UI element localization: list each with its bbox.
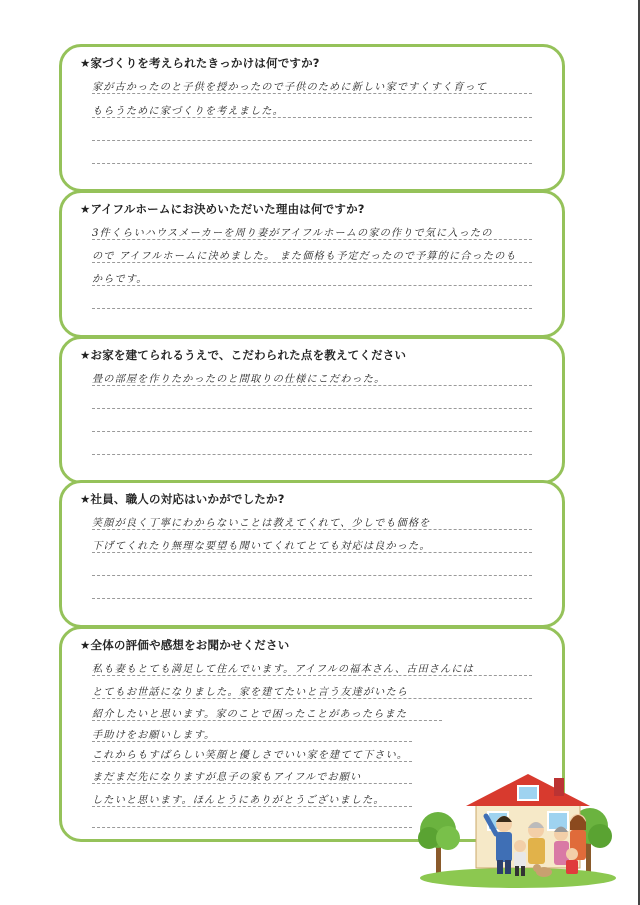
writing-line [92,454,532,455]
writing-line [92,675,532,676]
question-1-heading: ★家づくりを考えられたきっかけは何ですか? [80,56,320,70]
writing-line [92,239,532,240]
writing-line [92,827,412,828]
writing-line [92,575,532,576]
answer-5-line-1: 私も妻もとても満足して住んでいます。アイフルの福本さん、古田さんには [92,664,474,675]
house-family-illustration [418,772,618,890]
question-3-heading: ★お家を建てられるうえで、こだわられた点を教えてください [80,348,407,362]
answer-1-line-1: 家が古かったのと子供を授かったので子供のために新しい家ですくすく育って [92,82,488,93]
question-2-heading: ★アイフルホームにお決めいただいた理由は何ですか? [80,202,365,216]
answer-2-line-3: からです。 [92,274,148,285]
question-card-1 [59,44,565,192]
question-5-heading: ★全体の評価や感想をお聞かせください [80,638,290,652]
writing-line [92,385,532,386]
answer-2-line-1: 3件くらいハウスメーカーを周り妻がアイフルホームの家の作りで気に入ったの [92,228,493,239]
answer-3-line-1: 畳の部屋を作りたかったのと間取りの仕様にこだわった。 [92,374,386,385]
writing-line [92,93,532,94]
answer-1-line-2: もらうために家づくりを考えました。 [92,106,284,117]
writing-line [92,720,442,721]
answer-5-line-6: まだまだ先になりますが息子の家もアイフルでお願い [92,772,362,783]
writing-line [92,761,412,762]
answer-4-line-1: 笑顔が良く丁寧にわからないことは教えてくれて、少しでも価格を [92,518,431,529]
writing-line [92,806,412,807]
writing-line [92,140,532,141]
writing-line [92,783,412,784]
answer-5-line-2: とてもお世話になりました。家を建てたいと言う友達がいたら [92,687,409,698]
writing-line [92,262,532,263]
answer-5-line-3: 紹介したいと思います。家のことで困ったことがあったらまた [92,709,408,720]
question-card-3 [59,336,565,484]
answer-4-line-2: 下げてくれたり無理な要望も聞いてくれてとても対応は良かった。 [92,541,431,552]
question-card-2 [59,190,565,338]
answer-5-line-4: 手助けをお願いします。 [92,730,216,741]
writing-line [92,408,532,409]
answer-2-line-2: ので アイフルホームに決めました。 また価格も予定だったので予算的に合ったのも [92,251,517,262]
writing-line [92,431,532,432]
writing-line [92,285,532,286]
writing-line [92,698,532,699]
writing-line [92,308,532,309]
writing-line [92,529,532,530]
writing-line [92,741,412,742]
answer-5-line-7: したいと思います。ほんとうにありがとうございました。 [92,795,385,806]
writing-line [92,552,532,553]
writing-line [92,598,532,599]
writing-line [92,117,532,118]
question-4-heading: ★社員、職人の対応はいかがでしたか? [80,492,285,506]
question-card-4 [59,480,565,628]
writing-line [92,163,532,164]
answer-5-line-5: これからもすばらしい笑顔と優しさでいい家を建てて下さい。 [92,750,409,761]
